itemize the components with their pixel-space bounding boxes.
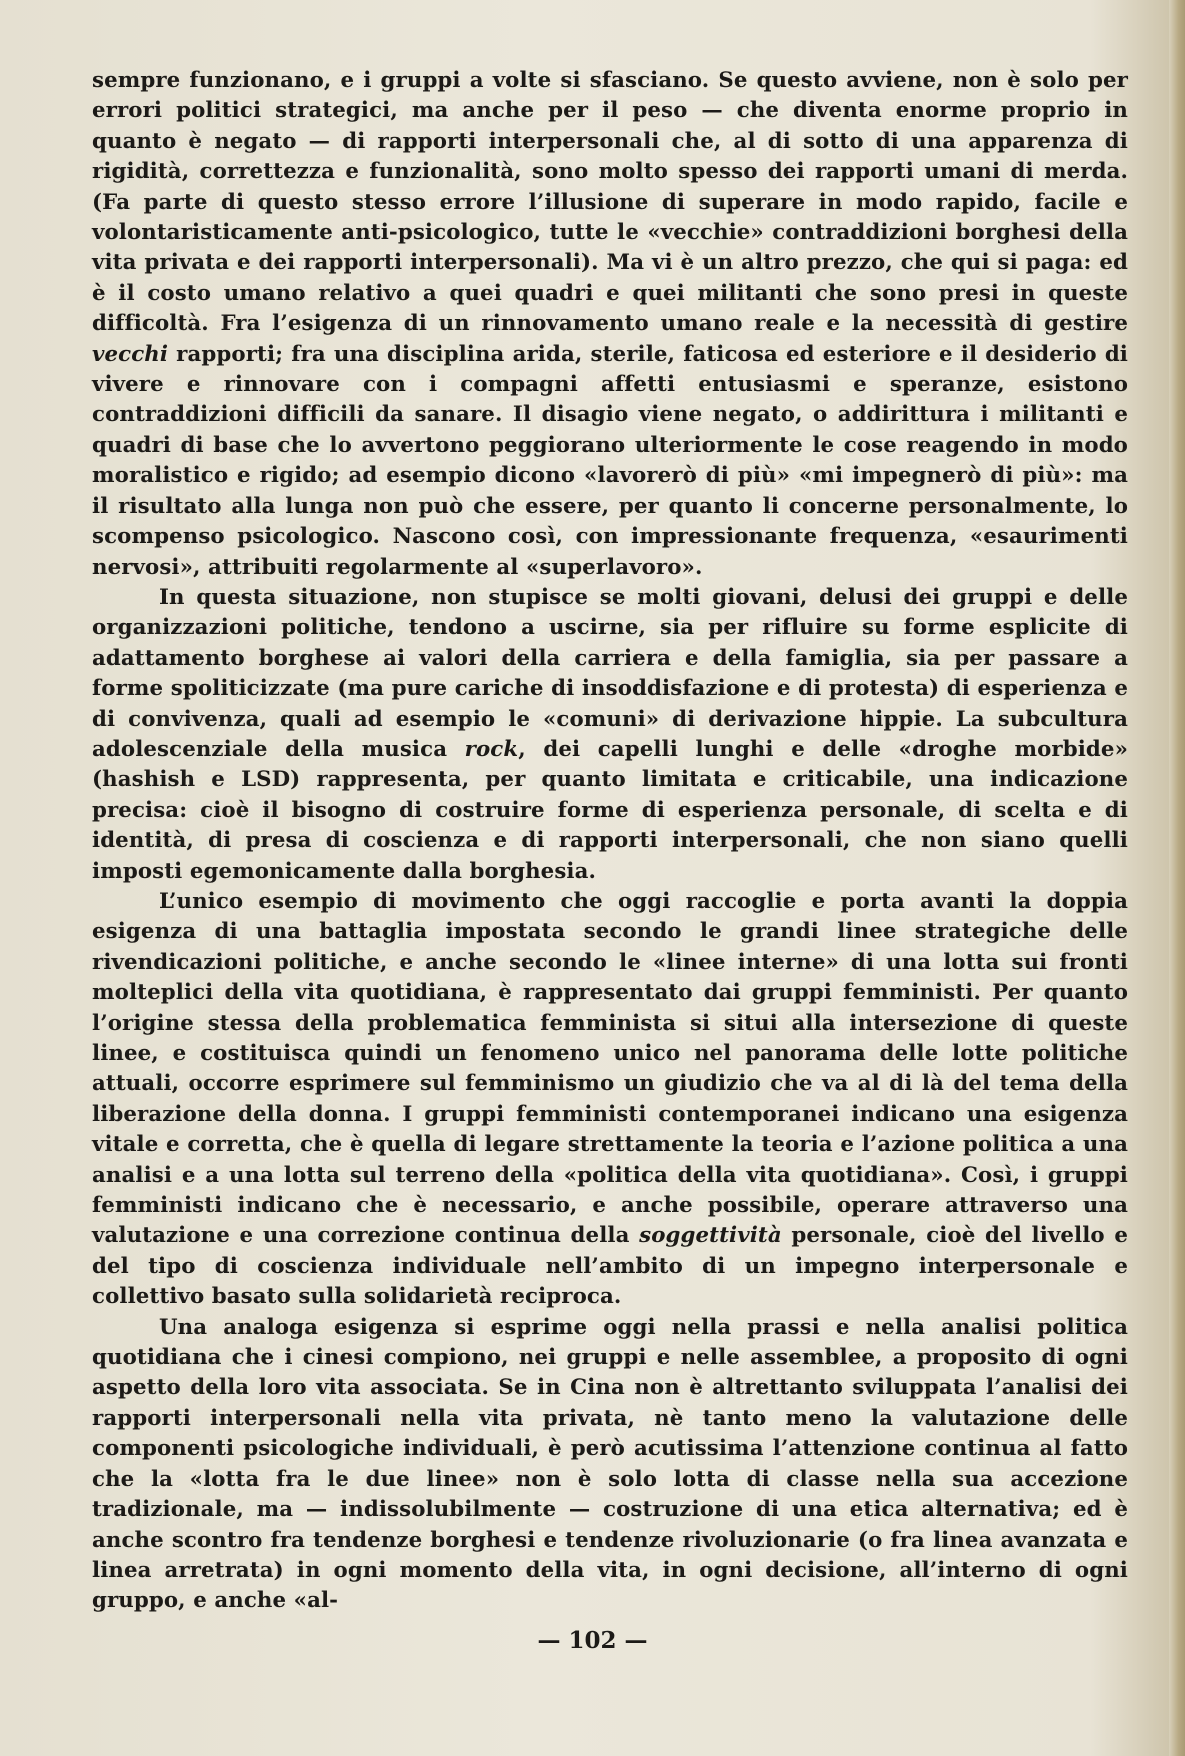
italic-run: rock: [464, 736, 519, 762]
italic-run: soggettività: [639, 1223, 782, 1249]
text-run: Una analoga esigenza si esprime oggi nella prassi e nella analisi politica quotidiana che i cinesi compiono, nei gruppi e nelle assemblee, a proposito di ogni aspetto della loro vita associata. Se in Cina non è altrettanto sviluppata l’analisi dei rapporti interpersonali nella vita privata, nè tanto meno la valutazione delle componenti psicologiche individuali, è però acutissima l’attenzione continua al fatto che la «lotta fra le due linee» non è solo lotta di classe nella sua accezione tradizionale, ma — indissolubilmente — costruzione di una etica alternativa; ed è anche scontro fra tendenze borghesi e tendenze rivoluzionarie (o fra linea avanzata e linea arretrata) in ogni momento della vita, in ogni decisione, all’interno di ogni gruppo, e anche «al-: [92, 1314, 1128, 1614]
paragraph-1: [92, 66, 1128, 583]
paragraph-4: [92, 1313, 1128, 1617]
text-run: personale, cioè del livello e del tipo di coscienza individuale nell’ambito di un impegno interpersonale e collettivo basato sulla solidarietà reciproca.: [92, 1223, 1128, 1310]
text-run: rapporti; fra una disciplina arida, sterile, faticosa ed esteriore e il desiderio di vivere e rinnovare con i compagni affetti entusiasmi e speranze, esistono contraddizioni difficili da sanare. Il disagio viene negato, o addirittura i militanti e quadri di base che lo avvertono peggiorano ulteriormente le cose reagendo in modo moralistico e rigido; ad esempio dicono «lavorerò di più» «mi impegnerò di più»: ma il risultato alla lunga non può che essere, per quanto li concerne personalmente, lo scompenso psicologico. Nascono così, con impressionante frequenza, «esaurimenti nervosi», attribuiti regolarmente al «superlavoro».: [92, 341, 1128, 580]
italic-run: vecchi: [92, 341, 169, 367]
paragraph-2: [92, 583, 1128, 887]
paragraph-3: [92, 887, 1128, 1313]
text-run: In questa situazione, non stupisce se molti giovani, delusi dei gruppi e delle organizzazioni politiche, tendono a uscirne, sia per rifluire su forme esplicite di adattamento borghese ai valori della carriera e della famiglia, sia per passare a forme spoliticizzate (ma pure cariche di insoddisfazione e di protesta) di esperienza e di convivenza, quali ad esempio le «comuni» di derivazione hippie. La subcultura adolescenziale della musica: [92, 584, 1128, 762]
text-run: , dei capelli lunghi e delle «droghe morbide» (hashish e LSD) rappresenta, per quanto limitata e criticabile, una indicazione precisa: cioè il bisogno di costruire forme di esperienza personale, di scelta e di identità, di presa di coscienza e di rapporti interpersonali, che non siano quelli imposti egemonicamente dalla borghesia.: [92, 736, 1128, 884]
page-edge-shadow: [1169, 0, 1185, 1756]
body-text: [92, 66, 1128, 1617]
text-run: L’unico esempio di movimento che oggi raccoglie e porta avanti la doppia esigenza di una battaglia impostata secondo le grandi linee strategiche delle rivendicazioni politiche, e anche secondo le «linee interne» di una lotta sui fronti molteplici della vita quotidiana, è rappresentato dai gruppi femministi. Per quanto l’origine stessa della problematica femminista si situi alla intersezione di queste linee, e costituisca quindi un fenomeno unico nel panorama delle lotte politiche attuali, occorre esprimere sul femminismo un giudizio che va al di là del tema della liberazione della donna. I gruppi femministi contemporanei indicano una esigenza vitale e corretta, che è quella di legare strettamente la teoria e l’azione politica a una analisi e a una lotta sul terreno della «politica della vita quotidiana». Così, i gruppi femministi indicano che è necessario, e anche possibile, operare attraverso una valutazione e una correzione continua della: [92, 888, 1128, 1249]
text-run: sempre funzionano, e i gruppi a volte si sfasciano. Se questo avviene, non è solo per errori politici strategici, ma anche per il peso — che diventa enorme proprio in quanto è negato — di rapporti interpersonali che, al di sotto di una apparenza di rigidità, correttezza e funzionalità, sono molto spesso dei rapporti umani di merda. (Fa parte di questo stesso errore l’illusione di superare in modo rapido, facile e volontaristicamente anti-psicologico, tutte le «vecchie» contraddizioni borghesi della vita privata e dei rapporti interpersonali). Ma vi è un altro prezzo, che qui si paga: ed è il costo umano relativo a quei quadri e quei militanti che sono presi in queste difficoltà. Fra l’esigenza di un rinnovamento umano reale e la necessità di gestire: [92, 68, 1128, 337]
page-number: — 102 —: [537, 1627, 648, 1654]
